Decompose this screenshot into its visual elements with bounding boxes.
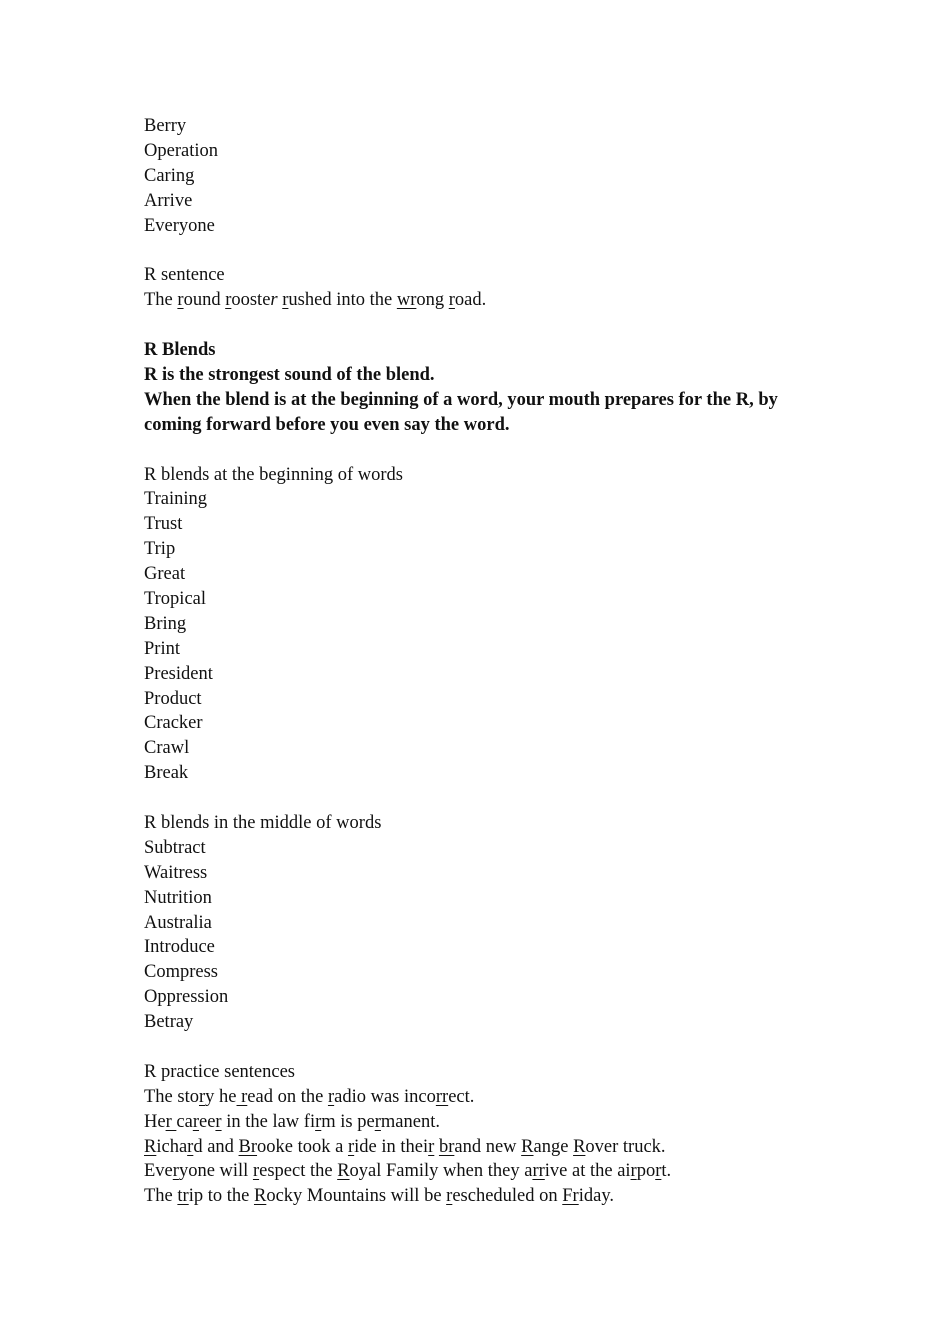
word-item: Product [144,688,202,709]
underlined-letter: r [655,1161,662,1182]
word-item: Bring [144,613,187,634]
underlined-letter: tr [177,1186,189,1207]
underlined-letter: r [225,290,232,311]
underlined-letter: wr [396,290,417,311]
word-item: Subtract [144,837,206,858]
word-item: Trust [144,514,183,535]
word-item: Betray [144,1012,194,1033]
sentence-text: ound [183,290,226,311]
word-item: Berry [144,116,187,136]
sentence-text: The [144,1186,178,1207]
word-item: Compress [144,962,218,983]
underlined-letter: R [337,1161,350,1182]
underlined-letter: r [282,290,289,311]
sentence-text: escheduled on [452,1186,563,1207]
word-item: Great [144,564,186,585]
underlined-letter: r [236,1086,248,1107]
underlined-letter: r [215,1111,222,1132]
sentence-text: oad. [454,290,487,311]
underlined-letter: r [315,1111,322,1132]
r-blends-explanation: When the blend is at the beginning of a word, your mouth prepares for the R, by coming forward before you even say the word. [144,389,778,435]
word-item: Australia [144,912,212,933]
word-item: Nutrition [144,887,212,908]
practice-heading: R practice sentences [144,1061,296,1082]
middle-blends-list [144,836,824,1035]
sentence-text: ocky Mountains will be [266,1186,447,1207]
word-item: Tropical [144,588,207,609]
word-item: Arrive [144,190,193,211]
practice-sentence [144,1085,824,1110]
underlined-letter: r [428,1136,435,1157]
sentence-text: ushed into the [288,290,397,311]
underlined-letter: Fr [562,1186,579,1207]
word-item: Training [144,489,208,510]
underlined-letter: r [198,1086,206,1107]
sentence-text: Eve [144,1161,173,1182]
sentence-text: iday. [578,1186,614,1207]
underlined-letter: r [347,1136,355,1157]
sentence-text: in the law fi [221,1111,316,1132]
r-sentence-heading: R sentence [144,265,225,286]
underlined-letter: r [172,1161,179,1182]
practice-sentence [144,1110,824,1135]
spacer [144,1035,824,1060]
beginning-blends-heading: R blends at the beginning of words [144,464,403,485]
word-item: Waitress [144,862,208,883]
word-item: Caring [144,165,195,186]
sentence-text: t. [661,1161,672,1182]
underlined-letter: Br [238,1136,258,1157]
spacer [144,313,824,338]
word-item: Print [144,638,180,659]
word-item: Break [144,763,189,784]
word-item: Oppression [144,987,229,1008]
underlined-letter: r [630,1161,637,1182]
underlined-letter: br [438,1136,455,1157]
sentence-text: icha [156,1136,188,1157]
word-item: Operation [144,140,218,161]
underlined-letter: r [374,1111,381,1132]
underlined-letter: R [144,1136,157,1157]
sentence-text: ip to the [188,1186,254,1207]
sentence-text: y he [205,1086,237,1107]
sentence-text: ong [416,290,449,311]
underlined-letter: r [252,1161,260,1182]
underlined-letter: r [177,290,184,311]
sentence-text: oyal Family when they a [349,1161,533,1182]
underlined-letter: r [187,1136,194,1157]
sentence-text: ooke took a [257,1136,348,1157]
sentence-text: ect. [448,1086,475,1107]
underlined-letter: r [448,290,455,311]
sentence-text: He [144,1111,166,1132]
r-sentence [144,288,824,313]
word-item: President [144,663,213,684]
sentence-text: ca [176,1111,193,1132]
r-blends-note: R is the strongest sound of the blend. [144,364,435,385]
underlined-letter: r [327,1086,335,1107]
middle-blends-heading: R blends in the middle of words [144,812,382,833]
word-item: Introduce [144,937,215,958]
sentence-text: The sto [144,1086,199,1107]
word-item: Everyone [144,215,215,236]
sentence-text: ide in thei [354,1136,429,1157]
r-blends-title: R Blends [144,340,216,361]
sentence-text: ooste [231,290,271,311]
underlined-letter: R [573,1136,586,1157]
sentence-text: adio was inco [334,1086,436,1107]
beginning-blends-list [144,487,824,786]
underlined-letter: R [521,1136,534,1157]
r-word-list [144,114,824,238]
sentence-text: ead on the [247,1086,328,1107]
practice-sentence [144,1159,824,1184]
spacer [144,438,824,463]
sentence-text: over truck. [585,1136,666,1157]
practice-sentence [144,1135,824,1160]
underlined-letter: r [165,1111,177,1132]
sentence-text: yone will [178,1161,253,1182]
document-page [144,114,824,1209]
sentence-text: ee [198,1111,216,1132]
sentence-text: d and [193,1136,239,1157]
sentence-text: m is pe [321,1111,375,1132]
sentence-text: The [144,290,178,311]
underlined-letter: R [253,1186,267,1207]
sentence-text: po [636,1161,656,1182]
underlined-letter: r [446,1186,453,1207]
sentence-text: ive at the ai [544,1161,631,1182]
underlined-letter: r [192,1111,199,1132]
practice-sentence [144,1184,824,1209]
word-item: Crawl [144,738,190,759]
spacer [144,238,824,263]
underlined-letter: rr [532,1161,545,1182]
practice-sentences [144,1085,824,1209]
spacer [144,786,824,811]
sentence-text: manent. [380,1111,440,1132]
sentence-text: and new [454,1136,522,1157]
sentence-text: espect the [259,1161,338,1182]
word-item: Trip [144,539,176,560]
sentence-text: r [270,290,278,311]
sentence-text: ange [533,1136,574,1157]
word-item: Cracker [144,713,203,734]
underlined-letter: rr [435,1086,449,1107]
